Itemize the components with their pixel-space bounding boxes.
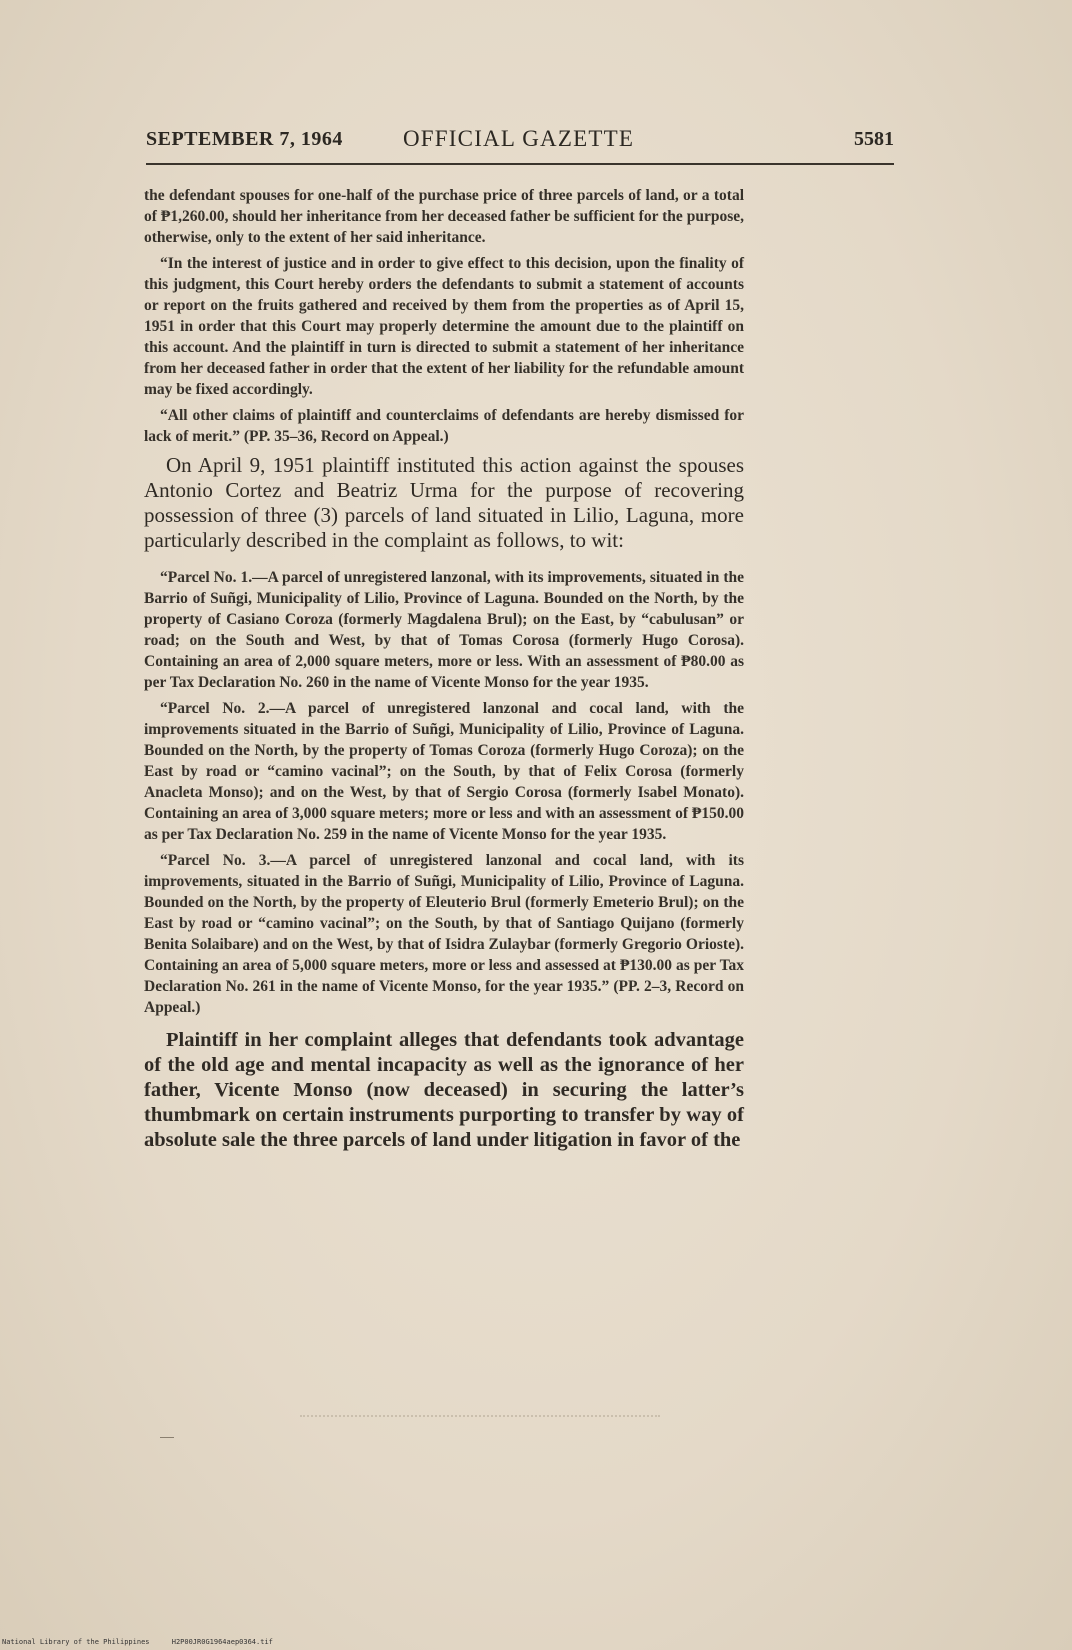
header-title: OFFICIAL GAZETTE	[403, 126, 635, 151]
header-page-number: 5581	[854, 128, 894, 150]
header-date: SEPTEMBER 7, 1964	[146, 128, 343, 150]
quote-paragraph: “In the interest of justice and in order to give effect to this decision, upon the finality of this judgment, this Court hereby orders the defendants to submit a statement of accounts or report on the fruits gathered and received by them from the properties as of April 15, 1951 in order that this Court may properly determine the amount due to the plaintiff on this account. And the plaintiff in turn is directed to submit a statement of her inheritance from her deceased father in order that the extent of her liability for the refundable amount may be fixed accordingly.	[144, 255, 744, 398]
scan-footer	[2, 1638, 291, 1646]
parcel-1-paragraph: “Parcel No. 1.—A parcel of unregistered lanzonal, with its improvements, situated in the Barrio of Suñgi, Municipality of Lilio, Province of Laguna. Bounded on the North, by the property of Casiano Coroza (formerly Magdalena Brul); on the East, by “cabulusan” or road; on the South and West, by that of Tomas Corosa (formerly Hugo Corosa). Containing an area of 2,000 square meters, more or less. With an assessment of ₱80.00 as per Tax Declaration No. 260 in the name of Vicente Monso for the year 1935.	[144, 569, 744, 691]
page-header	[146, 128, 894, 158]
margin-dash	[160, 1437, 174, 1438]
bleed-through-marks	[300, 1415, 660, 1423]
footer-file: H2P00JR0G1964aep0364.tif	[171, 1638, 273, 1646]
quote-paragraph: the defendant spouses for one-half of the purchase price of three parcels of land, or a total of ₱1,260.00, should her inheritance from her deceased father be sufficient for the purpose, otherwise, only to the extent of her said inheritance.	[144, 187, 744, 246]
footer-source: National Library of the Philippines	[2, 1638, 150, 1646]
body-paragraph: Plaintiff in her complaint alleges that defendants took advantage of the old age and mental incapacity as well as the ignorance of her father, Vicente Monso (now deceased) in securing the latter’s thumbmark on certain instruments purporting to transfer by way of absolute sale the three parcels of land under litigation in favor of the	[144, 1029, 744, 1151]
parcel-2-paragraph: “Parcel No. 2.—A parcel of unregistered lanzonal and cocal land, with the improvements situated in the Barrio of Suñgi, Municipality of Lilio, Province of Laguna. Bounded on the North, by the property of Tomas Coroza (formerly Hugo Coroza); on the East by road or “camino vacinal”; on the South, by that of Felix Corosa (formerly Anacleta Monso); and on the West, by that of Sergio Corosa (formerly Isabel Monato). Containing an area of 3,000 square meters; more or less and with an assessment of ₱150.00 as per Tax Declaration No. 259 in the name of Vicente Monso for the year 1935.	[144, 700, 744, 843]
document-body	[144, 185, 744, 1167]
quote-paragraph: “All other claims of plaintiff and counterclaims of defendants are hereby dismissed for lack of merit.” (PP. 35–36, Record on Appeal.)	[144, 407, 744, 445]
parcel-3-paragraph: “Parcel No. 3.—A parcel of unregistered lanzonal and cocal land, with its improvements, situated in the Barrio of Suñgi, Municipality of Lilio, Province of Laguna. Bounded on the North, by the property of Eleuterio Brul (formerly Emeterio Brul); on the East by road or “camino vacinal”; on the South, by that of Santiago Quijano (formerly Benita Solaibare) and on the West, by that of Isidra Zulaybar (formerly Gregorio Orioste). Containing an area of 5,000 square meters, more or less and assessed at ₱130.00 as per Tax Declaration No. 261 in the name of Vicente Monso, for the year 1935.” (PP. 2–3, Record on Appeal.)	[144, 852, 744, 1016]
body-paragraph: On April 9, 1951 plaintiff instituted this action against the spouses Antonio Cortez and Beatriz Urma for the purpose of recovering possession of three (3) parcels of land situated in Lilio, Laguna, more particularly described in the complaint as follows, to wit:	[144, 453, 744, 552]
header-rule	[146, 163, 894, 165]
